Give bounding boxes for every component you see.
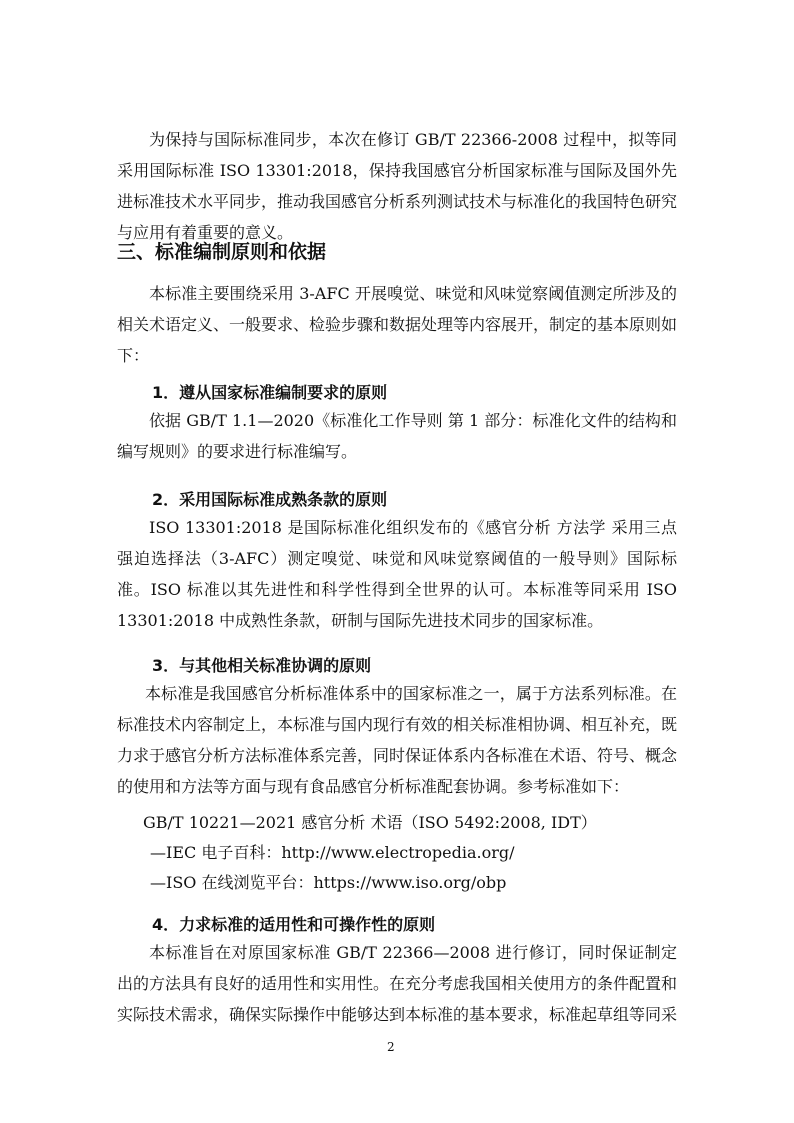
intro-paragraph: 为保持与国际标准同步，本次在修订 GB/T 22366-2008 过程中，拟等同采用国际标准 ISO 13301:2018，保持我国感官分析国家标准与国际及国外先进标准技术水平同步，推动我国感官分析系列测试技术与标准化的我国特色研究与应用有着重要的意义。: [117, 130, 678, 242]
reference-iso-obp: —ISO 在线浏览平台：https://www.iso.org/obp: [150, 873, 507, 892]
reference-electropedia: —IEC 电子百科：http://www.electropedia.org/: [150, 843, 515, 862]
section-3-paragraph: 本标准主要围绕采用 3-AFC 开展嗅觉、味觉和风味觉察阈值测定所涉及的相关术语定义、一般要求、检验步骤和数据处理等内容展开，制定的基本原则如下：: [117, 284, 678, 365]
principle-2-paragraph: ISO 13301:2018 是国际标准化组织发布的《感官分析 方法学 采用三点强迫选择法（3-AFC）测定嗅觉、味觉和风味觉察阈值的一般导则》国际标准。ISO 标准以其先进性和科学性得到全世界的认可。本标准等同采用 ISO 13301:2018 中成熟性条款，研制与国际先进技术同步的国家标准。: [117, 518, 677, 630]
principle-4-paragraph: 本标准旨在对原国家标准 GB/T 22366—2008 进行修订，同时保证制定出的方法具有良好的适用性和实用性。在充分考虑我国相关使用方的条件配置和实际技术需求，确保实际操作中能够达到本标准的基本要求，标准起草组等同采: [117, 943, 678, 1024]
principle-1-heading: 1．遵从国家标准编制要求的原则: [152, 383, 388, 402]
principle-4-heading: 4．力求标准的适用性和可操作性的原则: [152, 915, 436, 934]
principle-3-heading: 3．与其他相关标准协调的原则: [152, 656, 372, 675]
principle-2-heading: 2．采用国际标准成熟条款的原则: [152, 490, 388, 509]
section-3-heading: 三、标准编制原则和依据: [117, 241, 327, 263]
reference-standard: GB/T 10221—2021 感官分析 术语（ISO 5492:2008, IDT）: [143, 813, 597, 832]
page-number: 2: [387, 1040, 395, 1054]
principle-3-paragraph: 本标准是我国感官分析标准体系中的国家标准之一，属于方法系列标准。在标准技术内容制定上，本标准与国内现行有效的相关标准相协调、相互补充，既力求于感官分析方法标准体系完善，同时保证体系内各标准在术语、符号、概念的使用和方法等方面与现有食品感官分析标准配套协调。参考标准如下：: [117, 684, 678, 796]
principle-1-paragraph: 依据 GB/T 1.1—2020《标准化工作导则 第 1 部分：标准化文件的结构和编写规则》的要求进行标准编写。: [117, 411, 677, 461]
